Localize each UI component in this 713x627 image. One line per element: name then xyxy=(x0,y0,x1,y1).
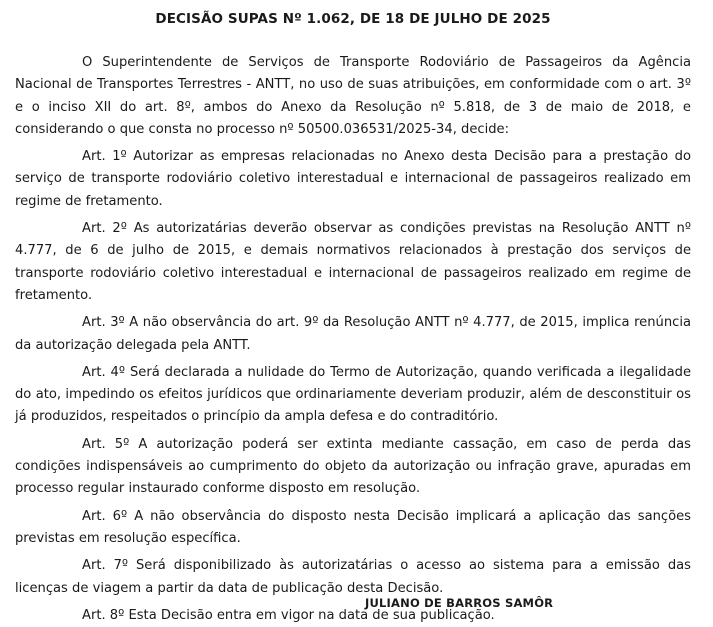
paragraph-art-1: Art. 1º Autorizar as empresas relacionadas no Anexo desta Decisão para a prestação do serviço de transporte rodoviário coletivo interestadual e internacional de passageiros realizado em regime de fretamento. xyxy=(15,149,691,209)
paragraph-art-2: Art. 2º As autorizatárias deverão observar as condições previstas na Resolução ANTT nº 4.777, de 6 de julho de 2015, e demais normativos relacionados à prestação dos serviços de transporte rodoviário coletivo interestadual e internacional de passageiros realizado em regime de fretamento. xyxy=(15,221,691,303)
paragraph-art-7: Art. 7º Será disponibilizado às autorizatárias o acesso ao sistema para a emissão das licenças de viagem a partir da data de publicação desta Decisão. xyxy=(15,558,691,596)
paragraph-art-4: Art. 4º Será declarada a nulidade do Termo de Autorização, quando verificada a ilegalidade do ato, impedindo os efeitos jurídicos que ordinariamente deveriam produzir, além de desconstituir os já produzidos, respeitados o princípio da ampla defesa e do contraditório. xyxy=(15,364,691,425)
paragraph-preamble: O Superintendente de Serviços de Transporte Rodoviário de Passageiros da Agência Nacional de Transportes Terrestres - ANTT, no uso de suas atribuições, em conformidade com o art. 3º e o inciso XII do art. 8º, ambos do Anexo da Resolução nº 5.818, de 3 de maio de 2018, e considerando o que consta no processo nº 50500.036531/2025-34, decide: xyxy=(15,55,691,137)
paragraph-art-6: Art. 6º A não observância do disposto nesta Decisão implicará a aplicação das sanções previstas em resolução específica. xyxy=(15,508,691,546)
signatory-name: JULIANO DE BARROS SAMÔR xyxy=(365,596,554,610)
paragraph-art-5: Art. 5º A autorização poderá ser extinta mediante cassação, em caso de perda das condições indispensáveis ao cumprimento do objeto da autorização ou infração grave, apuradas em processo regular instaurado conforme disposto em resolução. xyxy=(15,436,691,497)
document-body xyxy=(15,0,691,627)
document-title: DECISÃO SUPAS Nº 1.062, DE 18 DE JULHO DE 2025 xyxy=(155,11,551,27)
paragraph-art-3: Art. 3º A não observância do art. 9º da Resolução ANTT nº 4.777, de 2015, implica renúncia da autorização delegada pela ANTT. xyxy=(15,315,691,353)
paragraph-art-8: Art. 8º Esta Decisão entra em vigor na data de sua publicação. xyxy=(82,607,495,623)
